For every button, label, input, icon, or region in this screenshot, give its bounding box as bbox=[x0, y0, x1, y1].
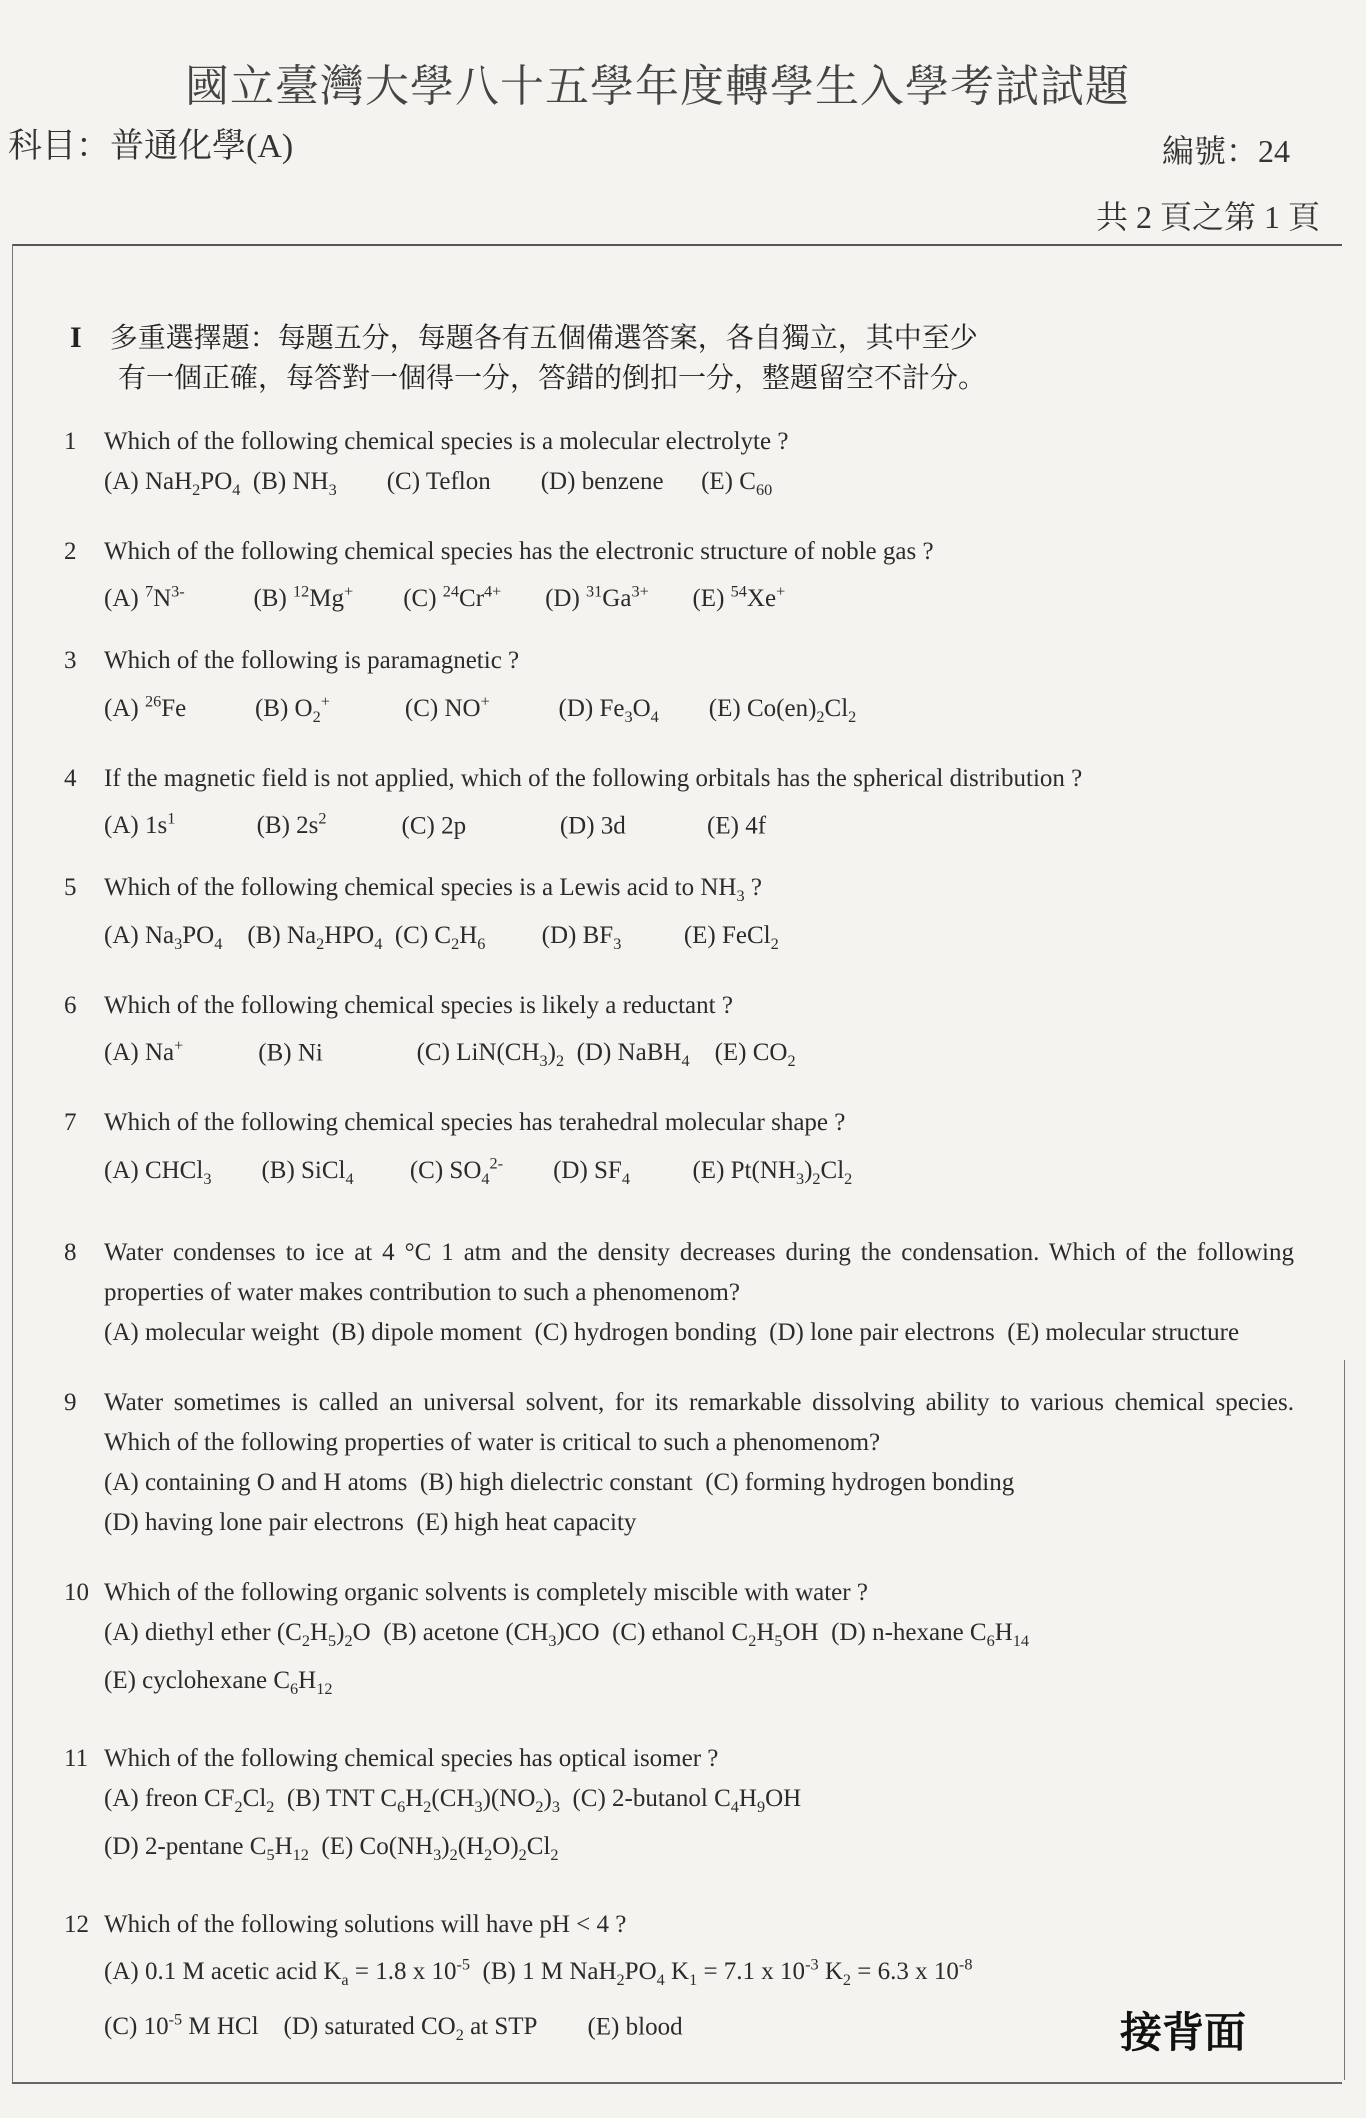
exam-title: 國立臺灣大學八十五學年度轉學生入學考試試題 bbox=[185, 61, 1130, 112]
option-d: (D) 2-pentane $C_5H_{12}$ bbox=[104, 1832, 309, 1864]
question-stem: If the magnetic field is not applied, which of the following orbitals has the spherical distribution ? bbox=[104, 764, 1083, 792]
question-5 bbox=[64, 868, 1294, 964]
option-b: (B) dipole moment bbox=[331, 1318, 522, 1346]
option-a: (A) Na+ bbox=[104, 1036, 184, 1067]
section-number: I bbox=[70, 321, 82, 354]
instructions-line-2: 有一個正確，每答對一個得一分，答錯的倒扣一分，整題留空不計分。 bbox=[118, 363, 987, 394]
top-rule bbox=[12, 244, 1342, 246]
options bbox=[64, 1143, 1294, 1198]
option-b: (B) $NH_3$ bbox=[252, 468, 337, 499]
option-c: (C) NO+ bbox=[404, 692, 490, 722]
option-c: (C) Teflon bbox=[386, 468, 491, 495]
options bbox=[64, 1313, 1294, 1353]
option-e: (E) 4f bbox=[707, 811, 767, 839]
option-d: (D) lone pair electrons bbox=[769, 1318, 995, 1346]
right-rule bbox=[1344, 1360, 1345, 2080]
option-b: (B) acetone $(CH_3)CO$ bbox=[383, 1618, 600, 1650]
question-1 bbox=[64, 422, 1294, 510]
question-stem: Water sometimes is called an universal solvent, for its remarkable dissolving ability to various chemical species. Which of the following properties of water is critical to such a phenomenom? bbox=[104, 1388, 1294, 1456]
option-b: (B) $Na_2HPO_4$ bbox=[247, 921, 383, 953]
option-c: (C) forming hydrogen bonding bbox=[705, 1468, 1015, 1496]
option-a: (A) containing O and H atoms bbox=[104, 1468, 408, 1496]
question-number: 8 bbox=[64, 1238, 77, 1266]
option-d: (D) saturated $CO_2$ at STP bbox=[283, 2013, 538, 2045]
option-e: (E) $C_{60}$ bbox=[701, 468, 773, 499]
bottom-rule bbox=[12, 2082, 1342, 2084]
option-a: (A) $Na_3PO_4$ bbox=[104, 921, 223, 953]
option-a: (A) $^7N^{3-}$ bbox=[104, 583, 185, 613]
serial-number: 編號：24 bbox=[1162, 133, 1291, 169]
option-d: (D) NaBH$_4$ bbox=[576, 1039, 690, 1071]
question-stem: Water condenses to ice at 4 °C 1 atm and the density decreases during the condensation. Which of the following properties of water makes contribution to such a phenomenom? bbox=[104, 1238, 1294, 1306]
question-list bbox=[64, 422, 1294, 2077]
instructions-line-1: 多重選擇題：每題五分，每題各有五個備選答案，各自獨立，其中至少 bbox=[109, 323, 978, 354]
option-a: (A) freon $CF_2Cl_2$ bbox=[104, 1784, 275, 1816]
option-a: (A) 0.1 M acetic acid $K_a = 1.8$ x $10^{-5}$ bbox=[104, 1955, 471, 1989]
option-b: (B) 1 M $NaH_2PO_4$ $K_1 = 7.1$ x $10^{-3}$ $K_2 = 6.3$ x $10^{-8}$ bbox=[482, 1955, 973, 1989]
option-c: (C) hydrogen bonding bbox=[534, 1318, 757, 1346]
options bbox=[64, 572, 1294, 619]
option-c: (C) 2-butanol $C_4H_9OH$ bbox=[572, 1784, 802, 1816]
option-b: (B) $O_2^+$ bbox=[254, 692, 330, 726]
options bbox=[64, 1026, 1294, 1081]
question-number: 7 bbox=[64, 1109, 77, 1137]
option-a: (A) $1s^1$ bbox=[104, 809, 176, 839]
options bbox=[64, 799, 1294, 846]
question-2 bbox=[64, 532, 1294, 619]
option-e: (E) cyclohexane $C_6H_{12}$ bbox=[104, 1666, 333, 1698]
option-d: (D) n-hexane $C_6H_{14}$ bbox=[831, 1618, 1030, 1650]
question-7 bbox=[64, 1103, 1294, 1198]
option-c: (C) $LiN(CH_3)_2$ bbox=[416, 1039, 565, 1071]
option-c: (C) $SO_4^{2-}$ bbox=[409, 1154, 504, 1188]
question-stem: Which of the following chemical species is a molecular electrolyte ? bbox=[104, 428, 789, 455]
option-a: (A) diethyl ether $(C_2H_5)_2O$ bbox=[104, 1618, 371, 1650]
option-b: (B) TNT $C_6H_2(CH_3)(NO_2)_3$ bbox=[286, 1784, 560, 1816]
options bbox=[64, 681, 1294, 736]
subject-label: 科目：普通化學(A) bbox=[8, 128, 294, 165]
options bbox=[64, 1613, 1294, 1709]
option-e: (E) $^{54}$Xe+ bbox=[692, 583, 786, 613]
question-number: 1 bbox=[64, 428, 77, 455]
left-rule bbox=[12, 244, 13, 2084]
option-b: (B) high dielectric constant bbox=[419, 1468, 693, 1496]
option-d: (D) 3d bbox=[559, 811, 626, 839]
question-6 bbox=[64, 986, 1294, 1081]
question-number: 2 bbox=[64, 538, 77, 565]
question-3 bbox=[64, 641, 1294, 736]
option-e: (E) $Co(NH_3)_2(H_2O)_2Cl_2$ bbox=[321, 1832, 559, 1864]
question-12 bbox=[64, 1905, 1294, 2056]
option-c: (C) $^{24}Cr^{4+}$ bbox=[403, 583, 502, 613]
question-number: 12 bbox=[64, 1910, 89, 1938]
option-c: (C) 2p bbox=[401, 811, 467, 839]
option-d: (D) $BF_3$ bbox=[541, 921, 622, 953]
option-e: (E) $CO_2$ bbox=[714, 1039, 796, 1071]
question-4 bbox=[64, 759, 1294, 846]
question-number: 10 bbox=[64, 1578, 89, 1606]
question-number: 4 bbox=[64, 764, 77, 792]
question-11 bbox=[64, 1739, 1294, 1875]
option-a: (A) $NaH_2PO_4$ bbox=[104, 468, 241, 499]
option-b: (B) $^{12}$Mg+ bbox=[253, 583, 354, 613]
option-a: (A) CHCl$_3$ bbox=[104, 1156, 212, 1188]
question-stem: Which of the following chemical species is a Lewis acid to $NH_3$ ? bbox=[104, 873, 762, 905]
option-a: (A) molecular weight bbox=[104, 1318, 320, 1346]
option-c: (C) $10^{-5}$ M HCl bbox=[104, 2010, 259, 2041]
option-b: (B) $2s^2$ bbox=[256, 809, 327, 839]
question-number: 6 bbox=[64, 991, 77, 1019]
option-d: (D) $Fe_3O_4$ bbox=[558, 694, 659, 726]
continue-on-back-label: 接背面 bbox=[1120, 2008, 1247, 2057]
question-8 bbox=[64, 1233, 1294, 1353]
question-stem: Which of the following is paramagnetic ? bbox=[104, 647, 520, 675]
option-e: (E) $Pt(NH_3)_2Cl_2$ bbox=[692, 1156, 853, 1188]
question-9 bbox=[64, 1383, 1294, 1543]
option-e: (E) $Co(en)_2Cl_2$ bbox=[708, 694, 857, 726]
option-b: (B) Ni bbox=[258, 1039, 323, 1067]
question-stem: Which of the following solutions will have pH < 4 ? bbox=[104, 1910, 627, 1938]
option-d: (D) having lone pair electrons bbox=[104, 1508, 404, 1536]
page-indicator: 共 2 頁之第 1 頁 bbox=[1096, 199, 1321, 235]
option-e: (E) blood bbox=[587, 2013, 683, 2041]
options bbox=[64, 462, 1294, 510]
question-stem: Which of the following organic solvents is completely miscible with water ? bbox=[104, 1578, 868, 1606]
option-c: (C) $C_2H_6$ bbox=[394, 921, 486, 953]
option-d: (D) benzene bbox=[540, 468, 664, 495]
question-stem: Which of the following chemical species has terahedral molecular shape ? bbox=[104, 1109, 846, 1137]
option-e: (E) high heat capacity bbox=[416, 1508, 637, 1536]
options bbox=[64, 1945, 1294, 2056]
options bbox=[64, 1463, 1294, 1543]
option-b: (B) SiCl$_4$ bbox=[261, 1156, 354, 1188]
option-c: (C) ethanol $C_2H_5OH$ bbox=[612, 1618, 819, 1650]
question-number: 11 bbox=[64, 1744, 89, 1772]
question-number: 3 bbox=[64, 647, 77, 675]
options bbox=[64, 916, 1294, 964]
question-number: 5 bbox=[64, 873, 77, 901]
option-e: (E) FeCl$_2$ bbox=[683, 921, 779, 953]
question-stem: Which of the following chemical species is likely a reductant ? bbox=[104, 991, 733, 1019]
question-stem: Which of the following chemical species has the electronic structure of noble gas ? bbox=[104, 538, 934, 565]
option-e: (E) molecular structure bbox=[1007, 1318, 1240, 1346]
option-d: (D) $^{31}Ga^{3+}$ bbox=[545, 583, 649, 613]
question-10 bbox=[64, 1573, 1294, 1709]
instructions bbox=[70, 318, 1110, 399]
options bbox=[64, 1779, 1294, 1875]
option-a: (A) $^{26}$Fe bbox=[104, 692, 187, 722]
option-d: (D) $SF_4$ bbox=[553, 1156, 630, 1188]
question-number: 9 bbox=[64, 1388, 77, 1416]
question-stem: Which of the following chemical species has optical isomer ? bbox=[104, 1744, 719, 1772]
